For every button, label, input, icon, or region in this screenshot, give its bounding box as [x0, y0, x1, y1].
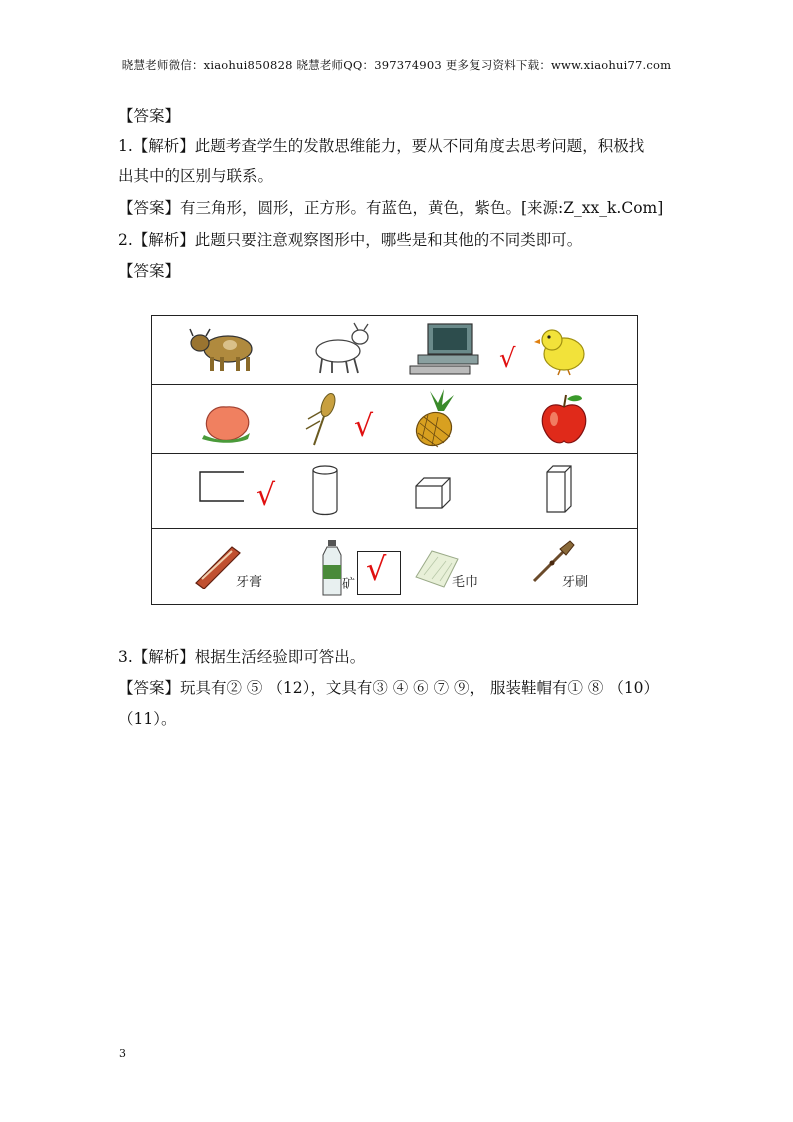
figure-row-2: [152, 385, 637, 454]
q2-answer-heading: 【答案】: [118, 262, 181, 280]
answer-figure-grid: [151, 315, 638, 605]
figure-row-3: [152, 454, 637, 529]
apple-icon: [536, 391, 592, 447]
q3-analysis: 3.【解析】根据生活经验即可答出。: [118, 648, 366, 666]
page-header: 晓慧老师微信：xiaohui850828 晓慧老师QQ：397374903 更多复习资料下载：www.xiaohui77.com: [121, 58, 672, 72]
check-mark-row-3: √: [256, 478, 276, 513]
answer-heading: 【答案】: [118, 107, 181, 125]
page-number: 3: [119, 1047, 126, 1060]
cuboid-shape-icon: [545, 464, 573, 514]
q2-analysis: 2.【解析】此题只要注意观察图形中，哪些是和其他的不同类即可。: [118, 231, 583, 249]
checked-answer-box: [357, 551, 401, 595]
goat-icon: [304, 321, 376, 377]
q3-answer-line1: 【答案】玩具有② ⑤ （12），文具有③ ④ ⑥ ⑦ ⑨， 服装鞋帽有① ⑧ （10）: [118, 679, 660, 697]
toothpaste-icon: [192, 541, 242, 589]
q1-analysis-line1: 1.【解析】此题考查学生的发散思维能力，要从不同角度去思考问题，积极找: [118, 137, 645, 155]
pineapple-icon: [408, 389, 468, 449]
toothbrush-label: 牙刷: [562, 575, 589, 590]
cube-shape-icon: [414, 476, 454, 510]
cow-icon: [188, 323, 260, 375]
q1-answer: 【答案】有三角形，圆形，正方形。有蓝色，黄色，紫色。[来源:Z_xx_k.Com]: [118, 199, 664, 217]
water-bottle-icon: [320, 539, 344, 597]
rectangle-shape-icon: [198, 470, 246, 504]
chick-icon: [532, 324, 592, 376]
q1-analysis-line2: 出其中的区别与联系。: [118, 167, 274, 185]
computer-icon: [408, 322, 488, 378]
check-mark-row-4: √: [366, 550, 387, 588]
q3-answer-line2: （11）。: [118, 710, 177, 728]
peach-icon: [196, 395, 256, 445]
check-mark-row-2: √: [354, 409, 374, 444]
figure-row-4: [152, 529, 637, 606]
water-label: 矿: [342, 577, 356, 592]
check-mark-row-1: √: [499, 344, 516, 374]
towel-label: 毛巾: [452, 575, 479, 590]
wheat-icon: [300, 391, 354, 447]
toothpaste-label: 牙膏: [236, 575, 263, 590]
cylinder-shape-icon: [310, 464, 340, 518]
figure-row-1: [152, 316, 637, 385]
